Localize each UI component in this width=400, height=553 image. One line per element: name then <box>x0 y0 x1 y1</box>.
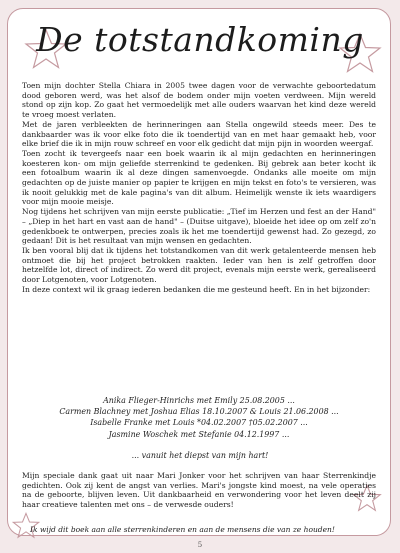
paragraph: Toen mijn dochter Stella Chiara in 2005 twee dagen voor de verwachte geboortedatum dood geboren werd, was het alsof de bodem onder mijn voeten verdween. Mijn wereld stond op zijn kop. Zo gaat het vermoedelijk met alle ouders waarvan het kind deze wereld te vroeg moest verlaten. <box>22 81 376 120</box>
paragraph: Ik ben vooral blij dat ik tijdens het totstandkomen van dit werk getalenteerde mensen heb ontmoet die bij het project betrokken raakten. Ieder van hen is zelf getroffen door hetzelfde lot, direct of indirect. Zo werd dit project, evenals mijn eerste werk, gerealiseerd door Lotgenoten, voor Lotgenoten. <box>22 245 376 285</box>
dedication-footer: Ik wijd dit boek aan alle sterrenkinderen en aan de mensens die van ze houden! <box>30 525 335 534</box>
page-number: 5 <box>197 541 203 549</box>
dedication-line: Jasmine Woschek met Stefanie 04.12.1997 ... <box>108 429 290 439</box>
thanks-paragraph: Mijn speciale dank gaat uit naar Mari Jonker voor het schrijven van haar Sterrenkindje gedichten. Ook zij kent de angst van verlies. Mari's jongste kind moest, na vele operaties na de geboorte, blijven leven. Uit dankbaarheid en verwondering voor het leven deelt zij haar creatieve talenten met ons – de verwesde ouders! <box>22 471 376 510</box>
page-title: De totstandkoming <box>36 20 364 59</box>
dedication-list <box>22 395 376 440</box>
paragraph: Met de jaren verbleekten de herinneringen aan Stella ongewild steeds meer. Des te dankbaarder was ik voor elke foto die ik toendertijd van en met haar gemaakt heb, voor elke brief die ik in mijn rouw schreef en voor elk gedicht dat mijn pijn in woorden weergaf. <box>22 119 376 149</box>
dedication-line: Isabelle Franke met Louis *04.02.2007 †05.02.2007 ... <box>90 418 308 428</box>
dedication-line: Carmen Blachney met Joshua Elias 18.10.2007 & Louis 21.06.2008 ... <box>59 407 339 417</box>
dedication-line: Anika Flieger-Hinrichs met Emily 25.08.2005 ... <box>103 396 295 405</box>
paragraph: In deze context wil ik graag iederen bedanken die me gesteund heeft. En in het bijzonder: <box>22 284 371 294</box>
closing-line: ... vanuit het diepst van mijn hart! <box>131 451 269 460</box>
paragraph: Toen zocht ik tevergeefs naar een boek waarin ik al mijn gedachten en herinneringen koesteren kon- om mijn geliefde sterrenkind te gedenken. Bij gebrek aan beter kocht ik een fotoalbum waarin ik al deze dingen samenvoegde. Ondanks alle moeite om mijn gedachten op de juiste manier op papier te krijgen en mijn tekst en foto's te versieren, was ik nooit gelukkig met de kale pagina's van dit album. Heimelijk wenste ik iets waardigers voor mijn mooie meisje. <box>22 148 376 207</box>
body-text <box>22 81 376 294</box>
paragraph: Nog tijdens het schrijven van mijn eerste publicatie: „Tief im Herzen und fest an der Hand" – „Diep in het hart en vast aan de hand" – (Duitse uitgave), bloeide het idee op om zelf zo'n gedenkboek te ontwerpen, precies zoals ik het me toendertijd gewenst had. Zo gezegd, zo gedaan! Dit is het resultaat van mijn wensen en gedachten. <box>22 207 376 246</box>
